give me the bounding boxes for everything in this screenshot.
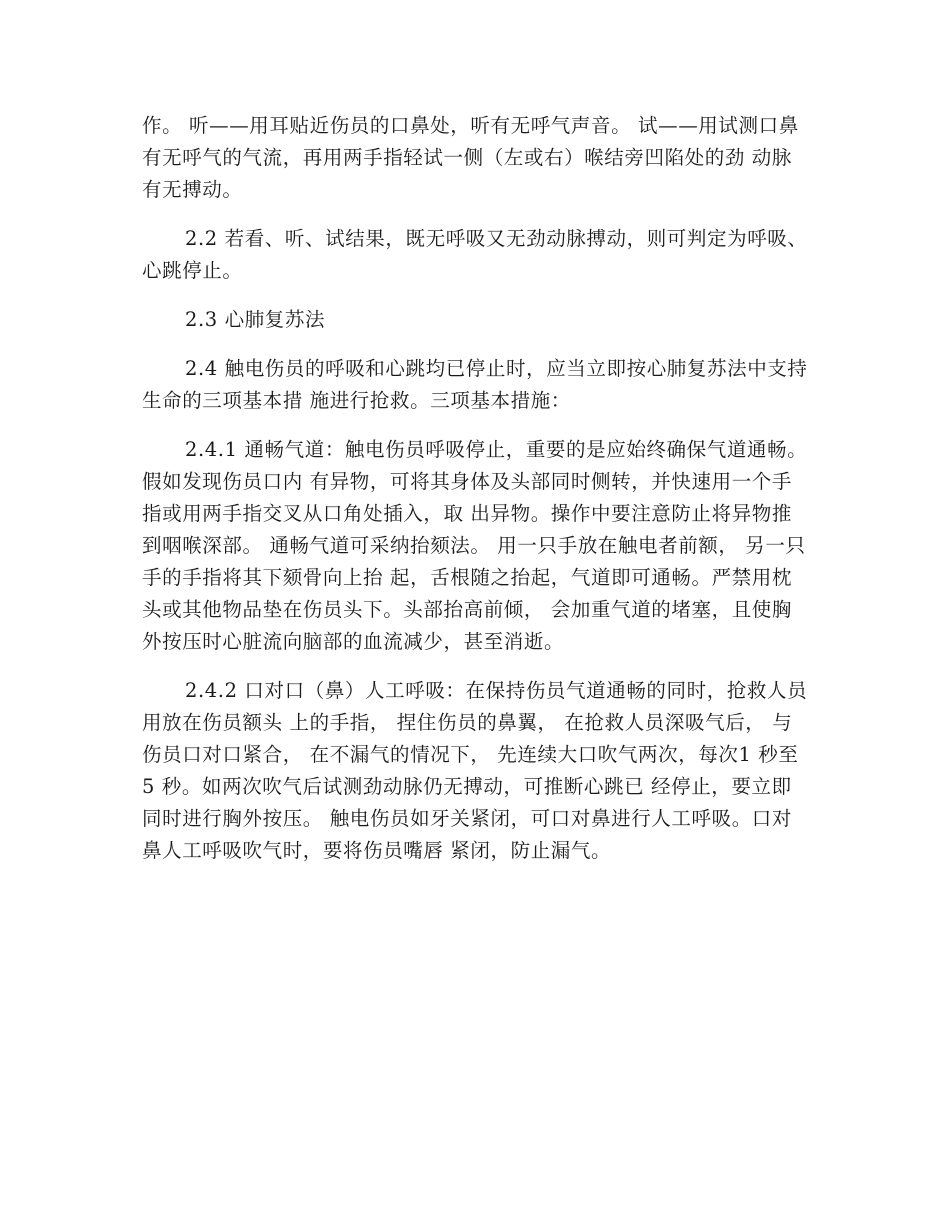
paragraph-2-4-2: 2.4.2 口对口（鼻）人工呼吸：在保持伤员气道通畅的同时，抢救人员用放在伤员额头 上的手指， 捏住伤员的鼻翼， 在抢救人员深吸气后， 与伤员口对口紧合， 在不漏气的情况下， 先连续大口吹气两次，每次1 秒至5 秒。如两次吹气后试测劲动脉仍无搏动，可推断心跳已 经停止，要立即同时进行胸外按压。 触电伤员如牙关紧闭，可口对鼻进行人工呼吸。口对鼻人工呼吸吹气时，要将伤员嘴唇 紧闭，防止漏气。 <box>142 679 808 862</box>
paragraph-2-4-1: 2.4.1 通畅气道：触电伤员呼吸停止，重要的是应始终确保气道通畅。假如发现伤员口内 有异物，可将其身体及头部同时侧转，并快速用一个手指或用两手指交叉从口角处插入，取 出异物。操作中要注意防止将异物推到咽喉深部。 通畅气道可采纳抬颏法。 用一只手放在触电者前额， 另一只手的手指将其下颏骨向上抬 起，舌根随之抬起，气道即可通畅。严禁用枕头或其他物品垫在伤员头下。头部抬高前倾， 会加重气道的堵塞，且使胸外按压时心脏流向脑部的血流减少，甚至消逝。 <box>142 438 808 653</box>
paragraph-2-3: 2.3 心肺复苏法 <box>185 308 326 331</box>
paragraph-2-4: 2.4 触电伤员的呼吸和心跳均已停止时，应当立即按心肺复苏法中支持生命的三项基本措 施进行抢救。三项基本措施： <box>142 357 808 412</box>
document-body <box>142 110 808 884</box>
paragraph-2-2: 2.2 若看、听、试结果，既无呼吸又无劲动脉搏动，则可判定为呼吸、心跳停止。 <box>142 227 808 282</box>
paragraph-continuation: 作。 听——用耳贴近伤员的口鼻处，听有无呼气声音。 试——用试测口鼻有无呼气的气流，再用两手指轻试一侧（左或右）喉结旁凹陷处的劲 动脉有无搏动。 <box>142 114 799 201</box>
